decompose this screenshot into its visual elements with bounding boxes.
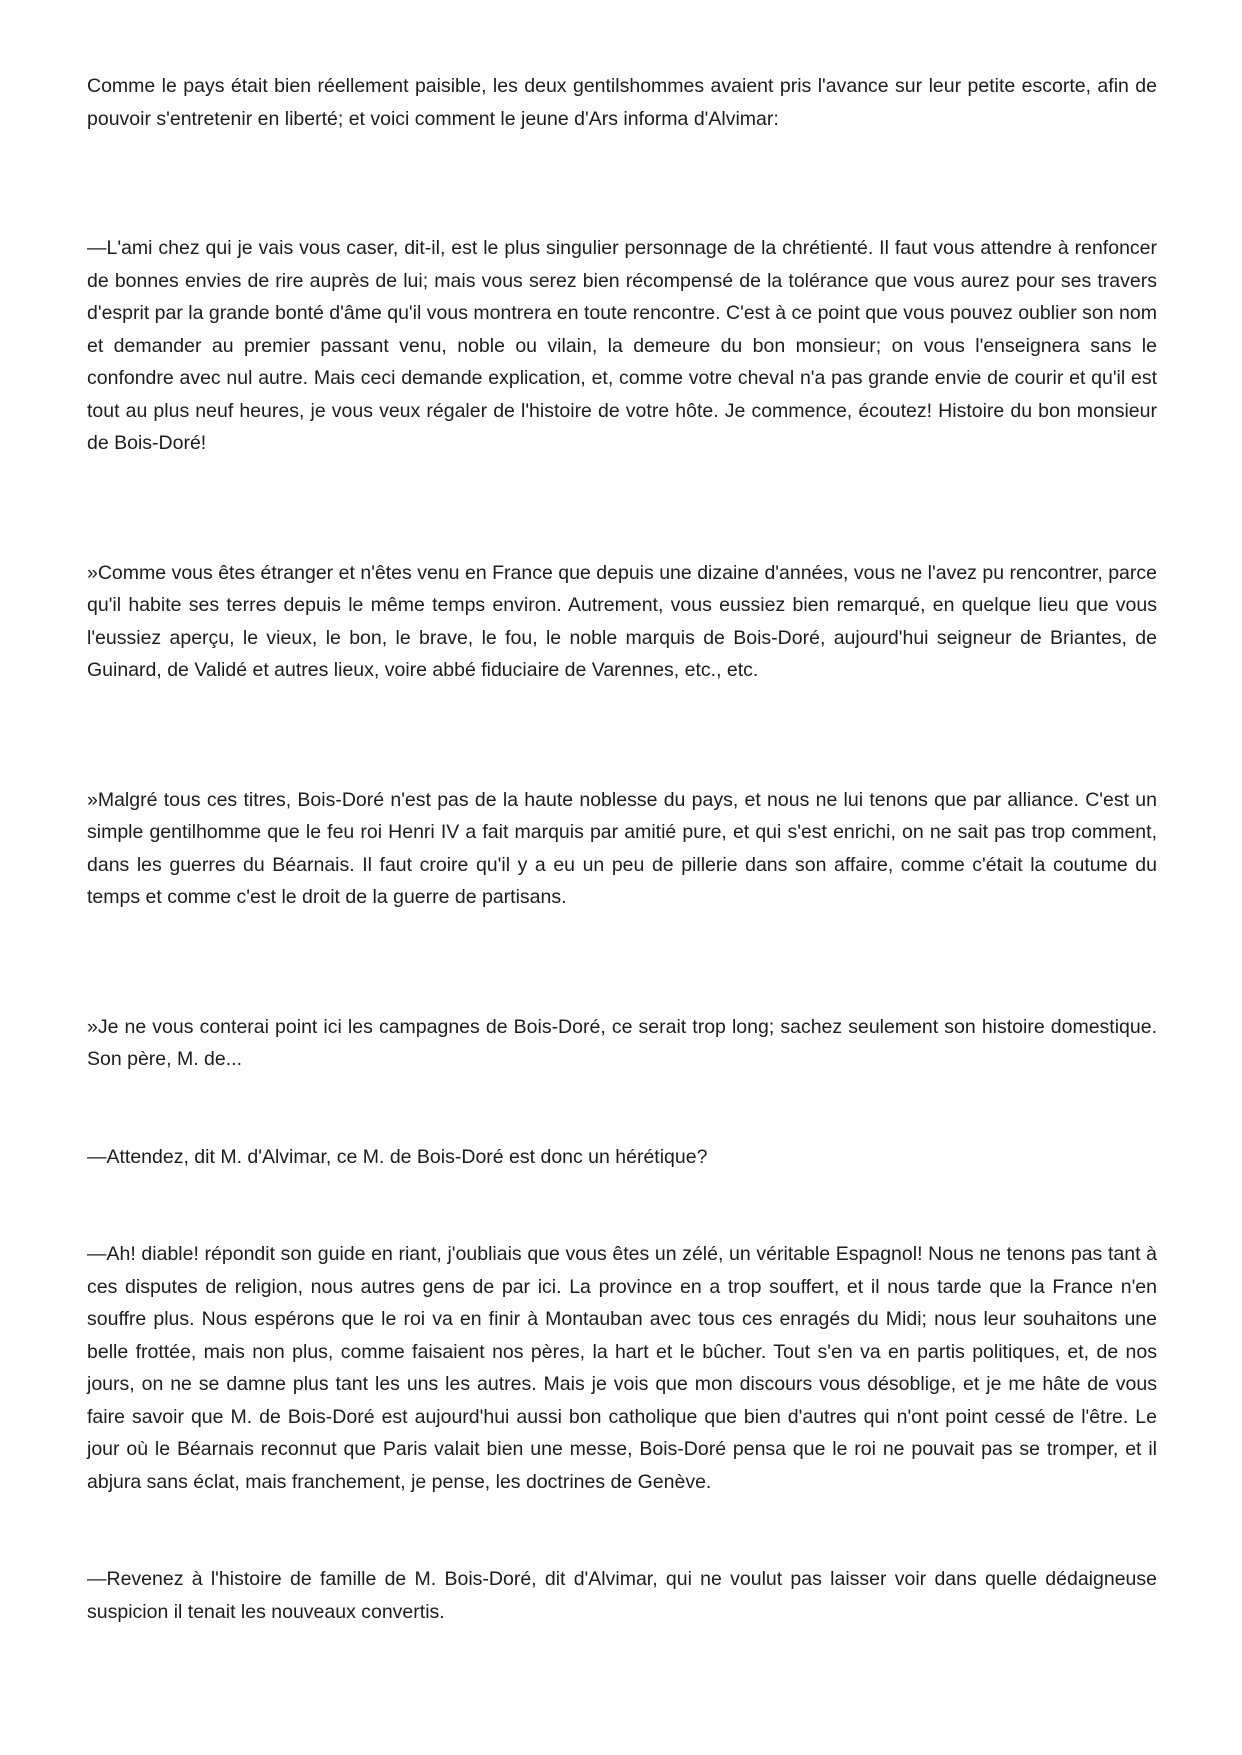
paragraph-8: —Revenez à l'histoire de famille de M. Bois-Doré, dit d'Alvimar, qui ne voulut pas laisser voir dans quelle dédaigneuse suspicion il tenait les nouveaux convertis. <box>87 1568 1157 1623</box>
document-page <box>87 70 1157 1628</box>
paragraph-4: »Malgré tous ces titres, Bois-Doré n'est pas de la haute noblesse du pays, et nous ne lui tenons que par alliance. C'est un simple gentilhomme que le feu roi Henri IV a fait marquis par amitié pure, et qui s'est enrichi, on ne sait pas trop comment, dans les guerres du Béarnais. Il faut croire qu'il y a eu un peu de pillerie dans son affaire, comme c'était la coutume du temps et comme c'est le droit de la guerre de partisans. <box>87 788 1157 908</box>
paragraph-7: —Ah! diable! répondit son guide en riant, j'oubliais que vous êtes un zélé, un véritable Espagnol! Nous ne tenons pas tant à ces disputes de religion, nous autres gens de par ici. La province en a trop souffert, et il nous tarde que la France n'en souffre plus. Nous espérons que le roi va en finir à Montauban avec tous ces enragés du Midi; nous leur souhaitons une belle frottée, mais non plus, comme faisaient nos pères, la hart et le bûcher. Tout s'en va en partis politiques, et, de nos jours, on ne se damne plus tant les uns les autres. Mais je vois que mon discours vous désoblige, et je me hâte de vous faire savoir que M. de Bois-Doré est aujourd'hui aussi bon catholique que bien d'autres qui n'ont point cessé de l'être. Le jour où le Béarnais reconnut que Paris valait bien une messe, Bois-Doré pensa que le roi ne pouvait pas se tromper, et il abjura sans éclat, mais franchement, je pense, les doctrines de Genève. <box>87 1243 1157 1493</box>
paragraph-2: —L'ami chez qui je vais vous caser, dit-il, est le plus singulier personnage de la chrétienté. Il faut vous attendre à renfoncer de bonnes envies de rire auprès de lui; mais vous serez bien récompensé de la tolérance que vous aurez pour ses travers d'esprit par la grande bonté d'âme qu'il vous montrera en toute rencontre. C'est à ce point que vous pouvez oublier son nom et demander au premier passant venu, noble ou vilain, la demeure du bon monsieur; on vous l'enseignera sans le confondre avec nul autre. Mais ceci demande explication, et, comme votre cheval n'a pas grande envie de courir et qu'il est tout au plus neuf heures, je vous veux régaler de l'histoire de votre hôte. Je commence, écoutez! Histoire du bon monsieur de Bois-Doré! <box>87 237 1157 454</box>
paragraph-1: Comme le pays était bien réellement paisible, les deux gentilshommes avaient pris l'avance sur leur petite escorte, afin de pouvoir s'entretenir en liberté; et voici comment le jeune d'Ars informa d'Alvimar: <box>87 75 1157 130</box>
paragraph-3: »Comme vous êtes étranger et n'êtes venu en France que depuis une dizaine d'années, vous ne l'avez pu rencontrer, parce qu'il habite ses terres depuis le même temps environ. Autrement, vous eussiez bien remarqué, en quelque lieu que vous l'eussiez aperçu, le vieux, le bon, le brave, le fou, le noble marquis de Bois-Doré, aujourd'hui seigneur de Briantes, de Guinard, de Validé et autres lieux, voire abbé fiduciaire de Varennes, etc., etc. <box>87 561 1157 681</box>
paragraph-6: —Attendez, dit M. d'Alvimar, ce M. de Bois-Doré est donc un hérétique? <box>87 1145 708 1168</box>
paragraph-5: »Je ne vous conterai point ici les campagnes de Bois-Doré, ce serait trop long; sachez seulement son histoire domestique. Son père, M. de... <box>87 1015 1157 1070</box>
